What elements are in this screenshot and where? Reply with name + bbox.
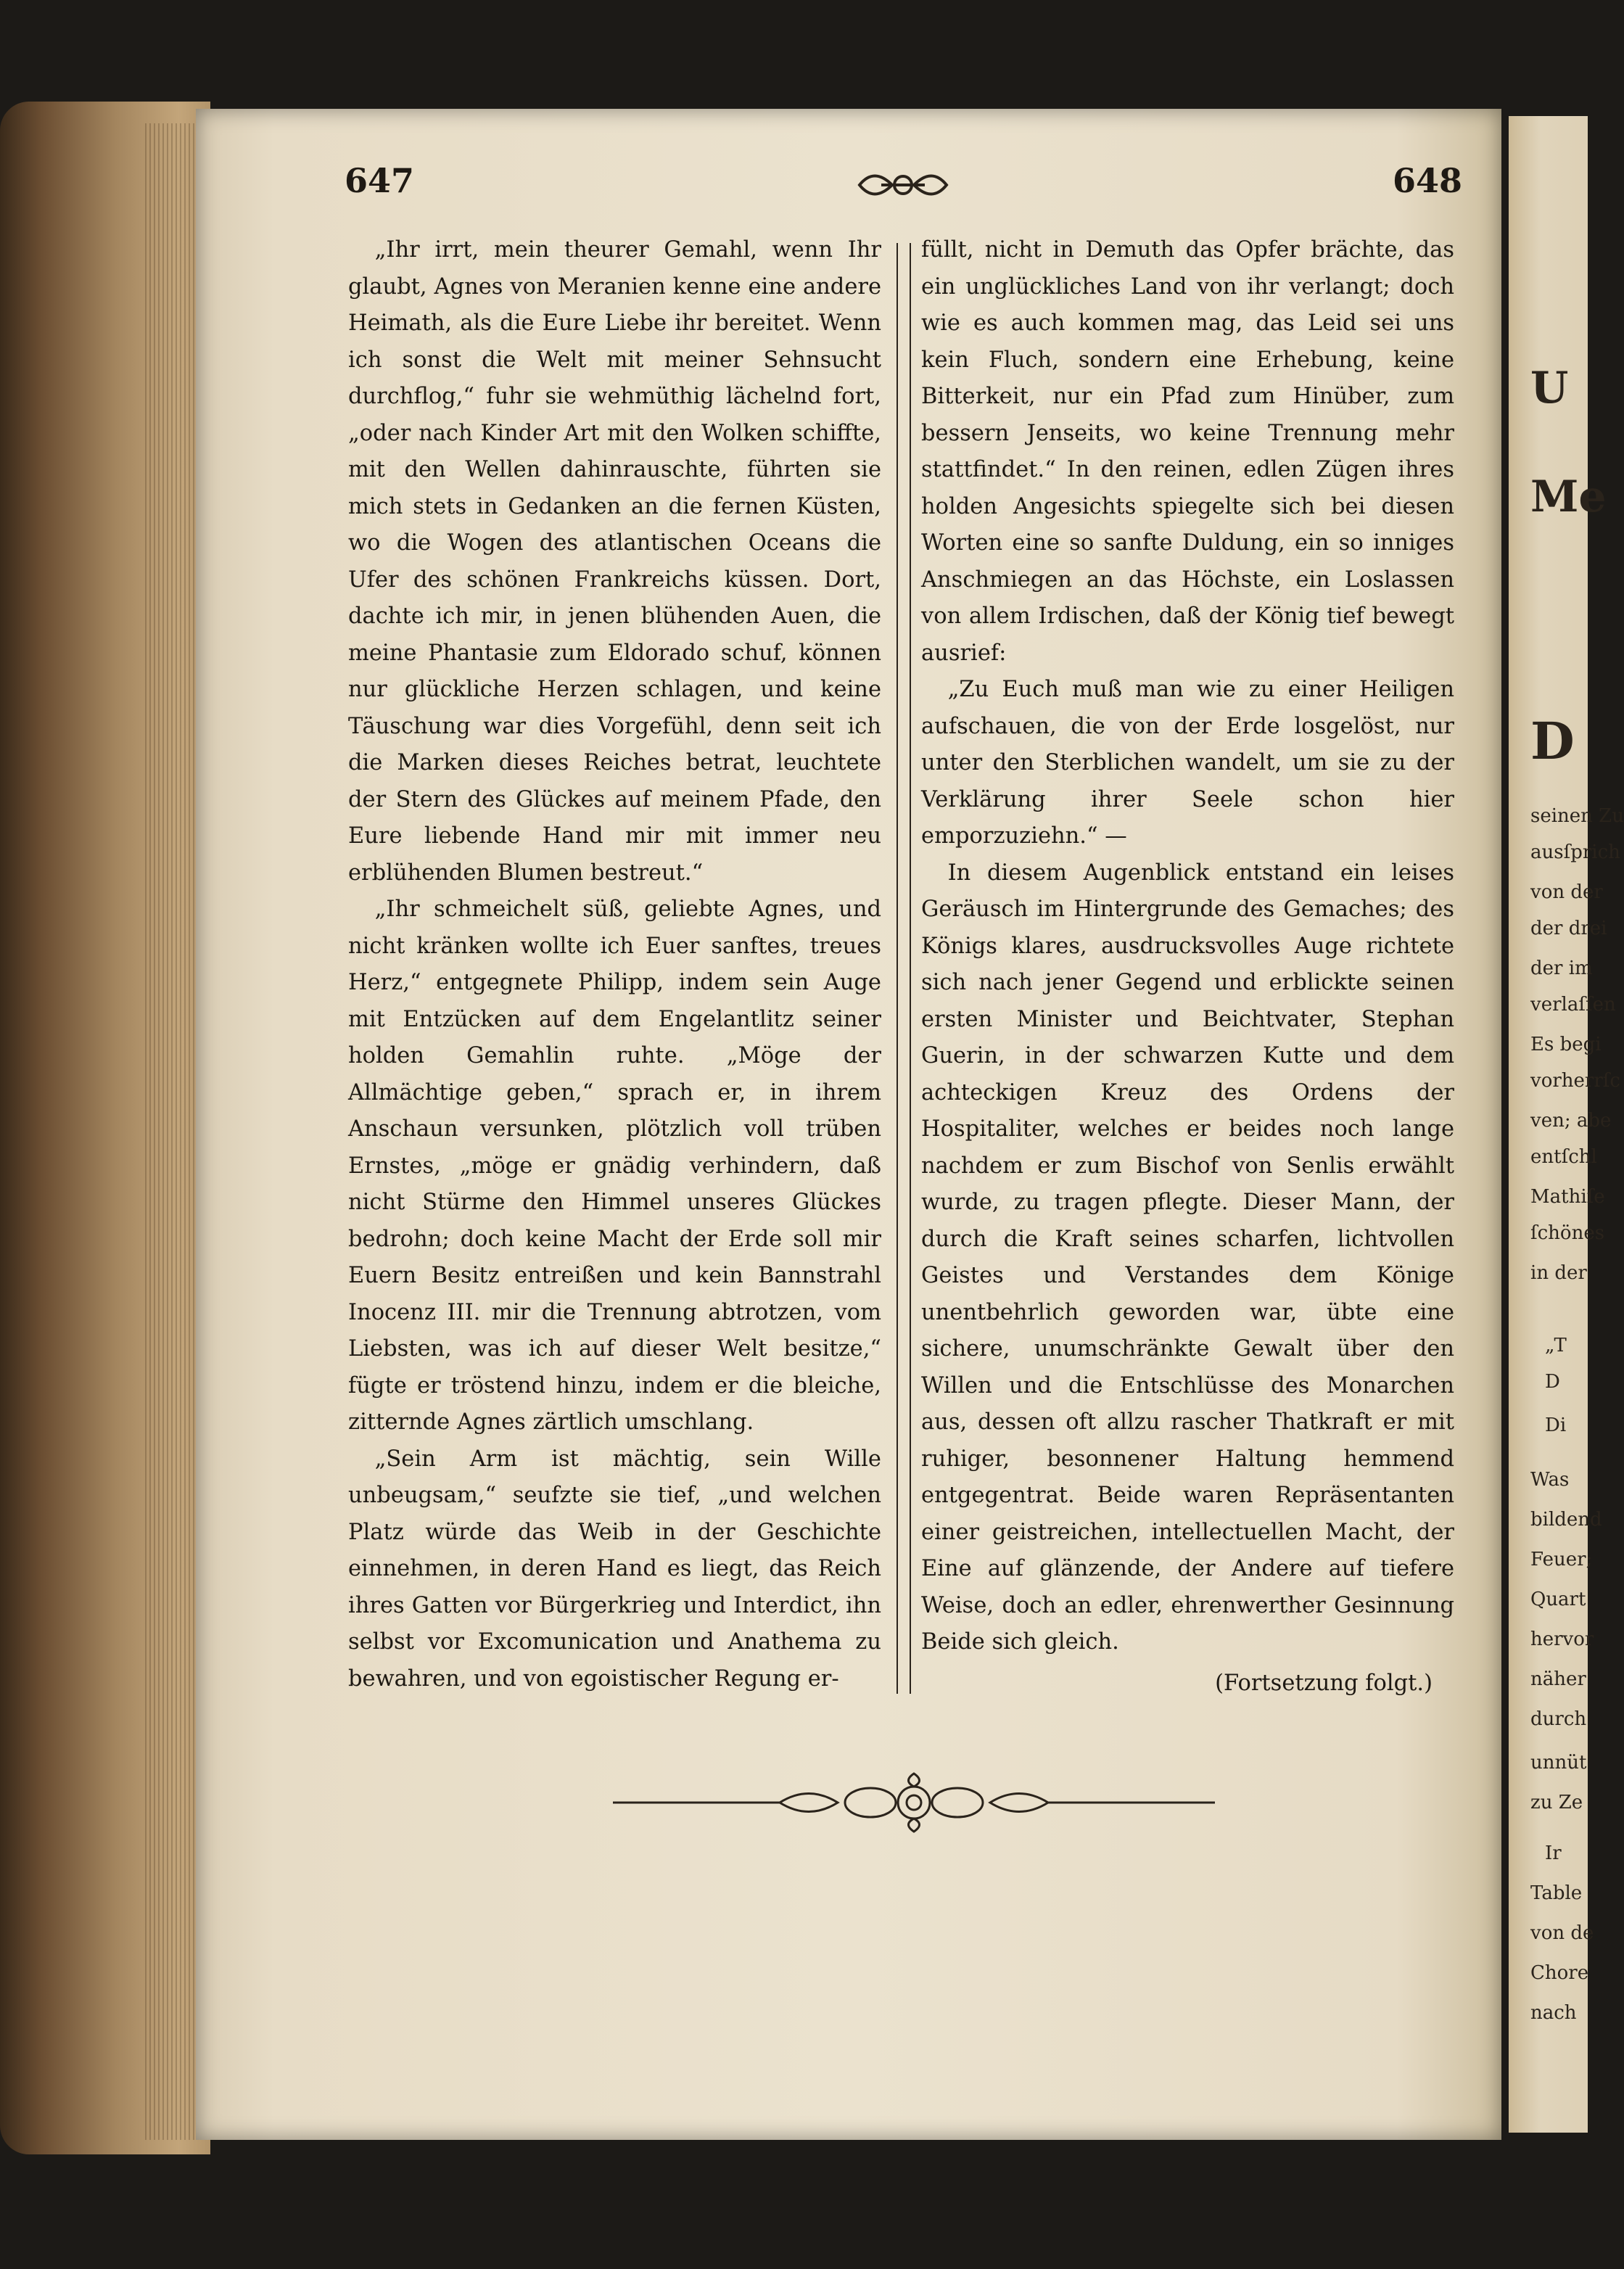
paragraph: In diesem Augenblick entstand ein leises Geräusch im Hintergrunde des Gemaches; des Königs klares, ausdrucksvolles Auge richtete sich nach jener Gegend und erblickte seinen ersten Minister und Beichtvater, Stephan Guerin, in der schwarzen Kutte und dem achteckigen Kreuz des Ordens der Hospitaliter, welches er beides noch lange nachdem er zum Bischof von Senlis erwählt wurde, zu tragen pflegte. Dieser Mann, der durch die Kraft seines scharfen, lichtvollen Geistes und Verstandes dem Könige unentbehrlich geworden war, übte eine sichere, unumschränkte Gewalt über den Willen und die Entschlüsse des Monarchen aus, dessen oft allzu rascher Thatkraft er mit ruhiger, besonnener Haltung hemmend entgegentrat. Beide waren Repräsentanten einer geistreichen, intellectuellen Macht, der Eine auf glänzende, der Andere auf tiefere Weise, doch an edler, ehrenwerther Gesinnung Beide sich gleich. [921, 860, 1454, 1655]
next-page-text: ausſprich [1530, 841, 1620, 863]
next-page-text: vorherrſc [1530, 1070, 1620, 1092]
next-page-text: „T [1545, 1335, 1567, 1356]
next-page-text: Was [1530, 1469, 1570, 1491]
column-divider [897, 243, 911, 1694]
paragraph: „Sein Arm ist mächtig, sein Wille unbeugsam,“ seufzte sie tief, „und welchen Platz würde das Weib in der Geschichte einnehmen, in deren Hand es liegt, das Reich ihres Gatten vor Bürgerkrieg und Interdict, ihn selbst vor Excomunication und Anathema zu bewahren, und von egoistischer Regung er- [348, 1446, 881, 1692]
next-page-fragment [1509, 116, 1624, 2133]
next-page-text: seinen Zu [1530, 805, 1624, 827]
continued-note: (Fortsetzung folgt.) [1215, 1670, 1433, 1696]
next-page-text: näher [1530, 1668, 1586, 1690]
next-page-text: Ir [1545, 1842, 1562, 1864]
next-page-text: D [1530, 711, 1575, 771]
next-page-text: zu Ze [1530, 1792, 1583, 1813]
next-page-text: durch [1530, 1708, 1587, 1730]
end-ornament-icon [613, 1770, 1215, 1835]
next-page-text: Quart [1530, 1589, 1586, 1610]
next-page-text: verlaſſen [1530, 994, 1616, 1016]
next-page-text: Chore [1530, 1962, 1589, 1984]
next-page-text: in der [1530, 1262, 1587, 1284]
next-page-text: der drei [1530, 918, 1607, 939]
paragraph: „Ihr irrt, mein theurer Gemahl, wenn Ihr glaubt, Agnes von Meranien kenne eine andere Heimath, als die Eure Liebe ihr bereitet. Wenn ich sonst die Welt mit meiner Sehnsucht durchflog,“ fuhr sie wehmüthig lächelnd fort, „oder nach Kinder Art mit den Wolken schiffte, mit den Wellen dahinrauschte, führten sie mich stets in Gedanken an die fernen Küsten, wo die Wogen des atlantischen Oceans die Ufer des schönen Frankreichs küssen. Dort, dachte ich mir, in jenen blühenden Auen, die meine Phantasie zum Eldorado schuf, können nur glückliche Herzen schlagen, und keine Täuschung war dies Vorgefühl, denn seit ich die Marken dieses Reiches betrat, leuchtete der Stern des Glückes auf meinem Pfade, den Eure liebende Hand mir mit immer neu erblühenden Blumen bestreut.“ [348, 237, 881, 886]
next-page-text: der im [1530, 958, 1593, 979]
next-page-text: Es begi [1530, 1034, 1602, 1055]
next-page-text: Di [1545, 1414, 1567, 1436]
next-page-text: Mathiſe [1530, 1186, 1605, 1208]
next-page-text: von der [1530, 881, 1603, 903]
next-page-text: D [1545, 1371, 1560, 1393]
next-page-text: ven; abe [1530, 1110, 1612, 1132]
next-page-text: hervor [1530, 1628, 1594, 1650]
next-page-text: nach [1530, 2002, 1577, 2024]
paragraph: füllt, nicht in Demuth das Opfer brächte, das ein unglückliches Land von ihr verlangt; doch wie es auch kommen mag, das Leid sei uns kein Fluch, sondern eine Erhebung, keine Bitterkeit, nur ein Pfad zum Hinüber, zum bessern Jenseits, wo keine Trennung mehr stattfindet.“ In den reinen, edlen Zügen ihres holden Angesichts spiegelte sich bei diesen Worten eine so sanfte Duldung, ein so inniges Anschmiegen an das Höchste, ein Loslassen von allem Irdischen, daß der König tief bewegt ausrief: [921, 237, 1454, 666]
next-page-text: unnüt [1530, 1752, 1587, 1774]
paragraph: „Zu Euch muß man wie zu einer Heiligen aufschauen, die von der Erde losgelöst, nur unter den Sterblichen wandelt, um sie zu der Verklärung ihrer Seele schon hier emporzuziehn.“ — [921, 677, 1454, 849]
next-page-text: von de [1530, 1922, 1594, 1944]
page-number-left: 647 [345, 161, 415, 200]
next-page-text: ſchönes [1530, 1222, 1605, 1244]
next-page-text: bildend [1530, 1509, 1602, 1531]
next-page-text: Me [1530, 471, 1607, 522]
page-edge-lines [145, 123, 203, 2140]
next-page-text: Feuer; [1530, 1549, 1593, 1570]
next-page-text: Table [1530, 1882, 1583, 1904]
right-column [921, 232, 1454, 1702]
left-column [348, 232, 881, 1697]
header-ornament-icon [852, 163, 954, 207]
page-number-right: 648 [1393, 161, 1463, 200]
next-page-text: U [1530, 363, 1569, 413]
next-page-text: entſchl [1530, 1146, 1597, 1168]
paragraph: „Ihr schmeichelt süß, geliebte Agnes, und nicht kränken wollte ich Euer sanftes, treues Herz,“ entgegnete Philipp, indem sein Auge mit Entzücken auf dem Engelantlitz seiner holden Gemahlin ruhte. „Möge der Allmächtige geben,“ sprach er, in ihrem Anschaun versunken, plötzlich voll trüben Ernstes, „möge er gnädig verhindern, daß nicht Stürme den Himmel unseres Glückes bedrohn; doch keine Macht der Erde soll mir Euern Besitz entreißen und kein Bannstrahl Inocenz III. mir die Trennung abtrotzen, vom Liebsten, was ich auf dieser Welt besitze,“ fügte er tröstend hinzu, indem er die bleiche, zitternde Agnes zärtlich umschlang. [348, 897, 881, 1435]
